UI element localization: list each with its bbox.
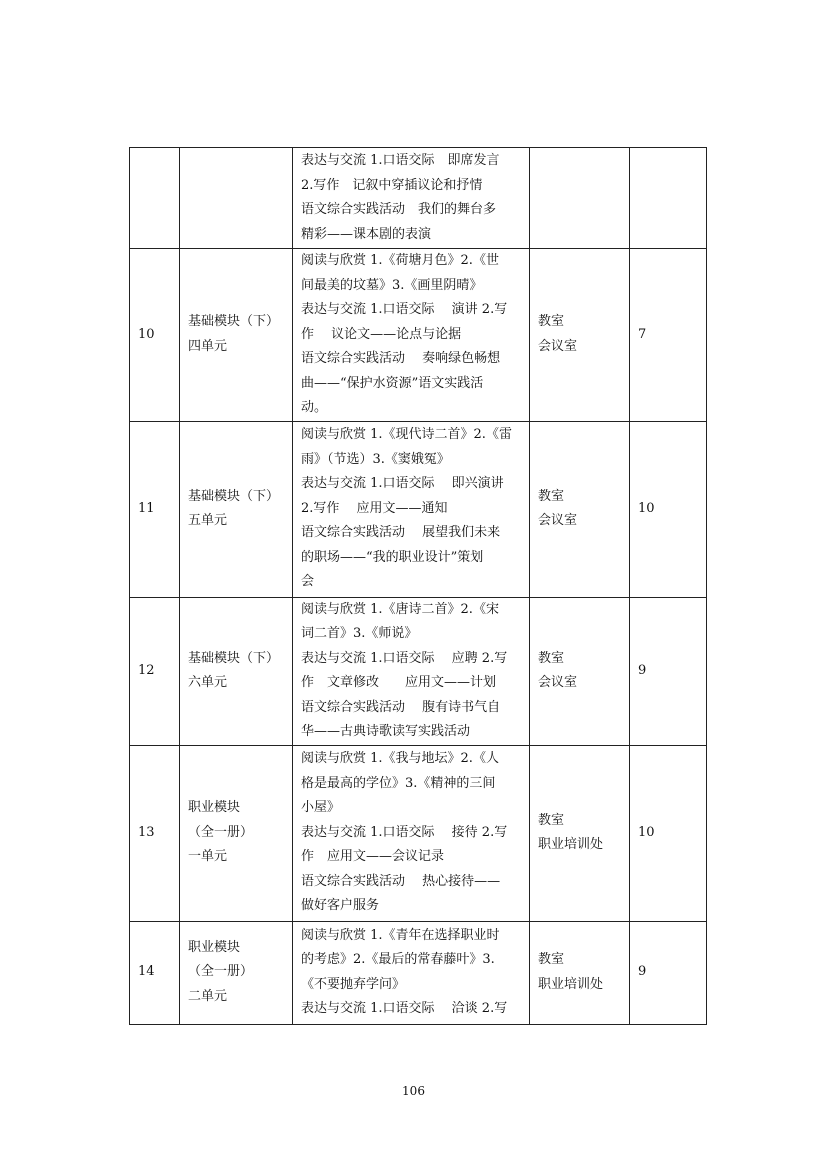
- content-line: 阅读与欣赏 1.《我与地坛》2.《人: [301, 751, 499, 767]
- content-line: 《不要抛弃学问》: [301, 976, 406, 992]
- row-number-cell: [130, 745, 180, 921]
- hours-value: 9: [638, 662, 647, 678]
- content-line: 阅读与欣赏 1.《青年在选择职业时: [301, 927, 500, 943]
- hours-value: 9: [638, 964, 647, 980]
- hours-value: 7: [638, 326, 647, 342]
- content-line: 的考虑》2.《最后的常春藤叶》3.: [301, 952, 495, 967]
- content-line: 阅读与欣赏 1.《唐诗二首》2.《宋: [301, 601, 499, 617]
- location-cell: [530, 421, 630, 597]
- location-line: 会议室: [538, 513, 578, 528]
- table-row: [130, 249, 707, 422]
- module-line: 基础模块（下）: [188, 314, 280, 330]
- module-line: 五单元: [188, 513, 228, 528]
- content-cell: [293, 148, 530, 249]
- hours-cell: [630, 745, 707, 921]
- location-line: 职业培训处: [538, 837, 604, 852]
- module-line: 职业模块: [188, 939, 241, 955]
- content-line: 表达与交流 1.口语交际 接待 2.写: [301, 824, 508, 840]
- content-line: 词二首》3.《师说》: [301, 626, 418, 641]
- location-line: 教室: [538, 812, 565, 828]
- content-line: 阅读与欣赏 1.《现代诗二首》2.《雷: [301, 427, 512, 443]
- hours-cell: [630, 148, 707, 249]
- table-row: [130, 597, 707, 745]
- row-number-cell: [130, 148, 180, 249]
- content-line: 小屋》: [301, 800, 341, 816]
- location-line: 职业培训处: [538, 976, 604, 992]
- content-cell: [293, 745, 530, 921]
- row-number: 14: [138, 964, 155, 980]
- content-line: 语文综合实践活动 奏响绿色畅想: [301, 351, 501, 366]
- content-line: 表达与交流 1.口语交际 即兴演讲: [301, 476, 504, 492]
- hours-cell: [630, 249, 707, 422]
- hours-cell: [630, 921, 707, 1024]
- location-line: 教室: [538, 952, 565, 967]
- content-line: 间最美的坟墓》3.《画里阴晴》: [301, 277, 483, 293]
- content-line: 曲——“保护水资源”语文实践活: [301, 375, 484, 391]
- content-line: 做好客户服务: [301, 898, 380, 914]
- module-line: 二单元: [188, 988, 228, 1004]
- table-row: [130, 921, 707, 1024]
- location-line: 教室: [538, 650, 565, 666]
- content-line: 会: [301, 574, 315, 590]
- content-line: 语文综合实践活动 腹有诗书气自: [301, 699, 501, 715]
- content-line: 表达与交流 1.口语交际 应聘 2.写: [301, 650, 508, 666]
- row-number: 11: [138, 500, 155, 516]
- module-line: 四单元: [188, 338, 228, 354]
- content-line: 2.写作 应用文——通知: [301, 500, 448, 516]
- hours-value: 10: [638, 500, 655, 516]
- row-number: 12: [138, 662, 155, 678]
- content-line: 表达与交流 1.口语交际 演讲 2.写: [301, 302, 508, 317]
- row-number: 13: [138, 824, 155, 840]
- location-cell: [530, 249, 630, 422]
- content-line: 作 议论文——论点与论据: [301, 326, 462, 342]
- content-line: 精彩——课本剧的表演: [301, 226, 432, 242]
- content-line: 语文综合实践活动 热心接待——: [301, 873, 501, 889]
- table-row: [130, 745, 707, 921]
- row-number: 10: [138, 326, 155, 342]
- content-line: 格是最高的学位》3.《精神的三间: [301, 775, 496, 791]
- row-number-cell: [130, 921, 180, 1024]
- table-row: [130, 148, 707, 249]
- location-line: 会议室: [538, 675, 578, 690]
- row-number-cell: [130, 597, 180, 745]
- module-cell: [180, 745, 293, 921]
- location-cell: [530, 745, 630, 921]
- location-line: 教室: [538, 488, 565, 504]
- module-line: 基础模块（下）: [188, 650, 280, 666]
- content-line: 语文综合实践活动 展望我们未来: [301, 525, 501, 541]
- module-line: 六单元: [188, 675, 228, 690]
- location-line: 教室: [538, 314, 565, 330]
- content-line: 语文综合实践活动 我们的舞台多: [301, 202, 497, 217]
- content-cell: [293, 421, 530, 597]
- content-line: 2.写作 记叙中穿插议论和抒情: [301, 177, 483, 193]
- content-line: 作 应用文——会议记录: [301, 849, 445, 865]
- curriculum-table: [129, 147, 707, 1025]
- location-cell: [530, 597, 630, 745]
- module-line: 基础模块（下）: [188, 488, 280, 504]
- content-cell: [293, 921, 530, 1024]
- page-number: 106: [402, 1084, 425, 1098]
- module-cell: [180, 597, 293, 745]
- content-cell: [293, 249, 530, 422]
- hours-cell: [630, 597, 707, 745]
- hours-cell: [630, 421, 707, 597]
- content-cell: [293, 597, 530, 745]
- row-number-cell: [130, 249, 180, 422]
- module-line: 一单元: [188, 849, 228, 865]
- table-body: [130, 148, 707, 1025]
- table-row: [130, 421, 707, 597]
- module-line: 职业模块: [188, 800, 241, 816]
- content-line: 阅读与欣赏 1.《荷塘月色》2.《世: [301, 253, 499, 268]
- location-cell: [530, 921, 630, 1024]
- location-cell: [530, 148, 630, 249]
- module-line: （全一册）: [188, 824, 254, 840]
- hours-value: 10: [638, 824, 655, 840]
- row-number-cell: [130, 421, 180, 597]
- content-line: 华——古典诗歌读写实践活动: [301, 724, 471, 739]
- content-line: 动。: [301, 400, 328, 415]
- module-cell: [180, 249, 293, 422]
- module-cell: [180, 921, 293, 1024]
- location-line: 会议室: [538, 338, 578, 354]
- content-line: 雨》（节选）3.《窦娥冤》: [301, 451, 450, 467]
- module-cell: [180, 148, 293, 249]
- content-line: 表达与交流 1.口语交际 洽谈 2.写: [301, 1001, 508, 1016]
- content-line: 作 文章修改 应用文——计划: [301, 675, 497, 690]
- content-line: 的职场——“我的职业设计”策划: [301, 549, 484, 565]
- module-cell: [180, 421, 293, 597]
- module-line: （全一册）: [188, 964, 254, 980]
- content-line: 表达与交流 1.口语交际 即席发言: [301, 153, 500, 168]
